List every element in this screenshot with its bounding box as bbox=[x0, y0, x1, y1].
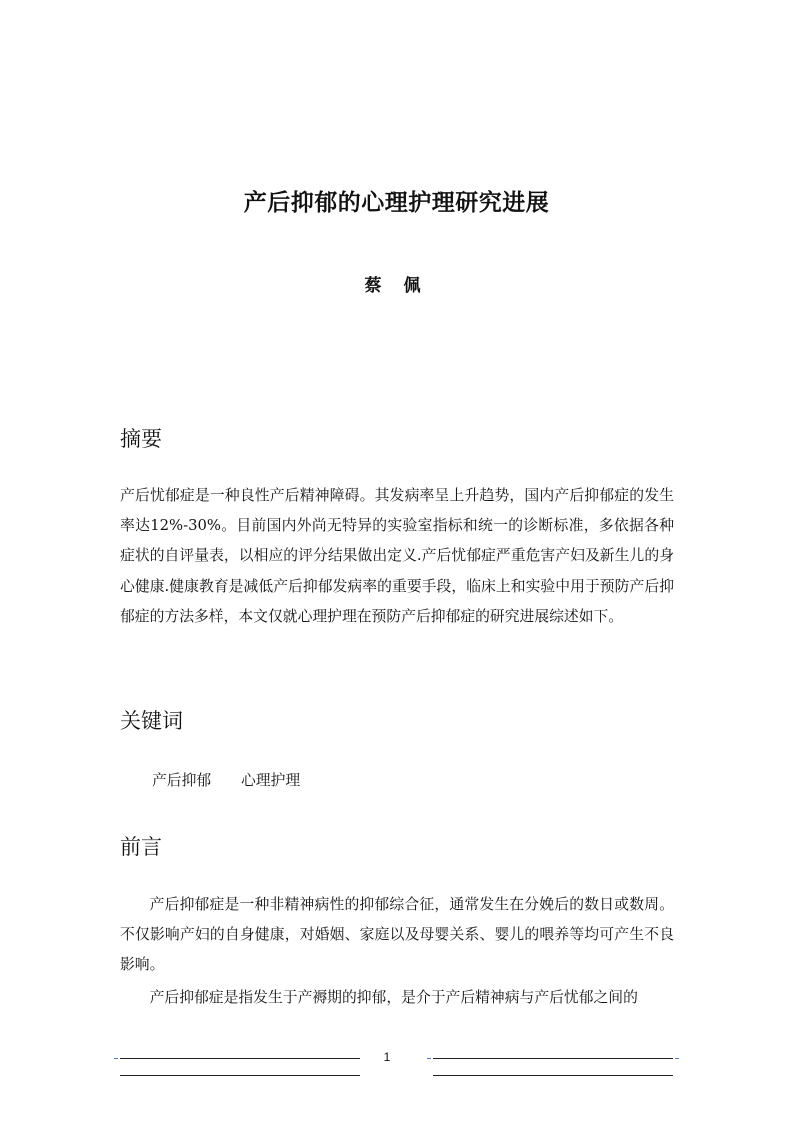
footer-rule-top-right bbox=[433, 1058, 673, 1059]
abstract-heading: 摘要 bbox=[120, 427, 162, 451]
footer-rule-bottom-right bbox=[433, 1075, 673, 1076]
footer-rule-bottom-left bbox=[120, 1075, 360, 1076]
abstract-text: 产后忧郁症是一种良性产后精神障碍。其发病率呈上升趋势，国内产后抑郁症的发生率达12%-30%。目前国内外尚无特异的实验室指标和统一的诊断标准，多依据各种症状的自评量表，以相应的评分结果做出定义.产后忧郁症严重危害产妇及新生儿的身心健康.健康教育是减低产后抑郁发病率的重要手段，临床上和实验中用于预防产后抑郁症的方法多样，本文仅就心理护理在预防产后抑郁症的研究进展综述如下。 bbox=[120, 487, 674, 625]
preface-paragraph: 产后抑郁症是一种非精神病性的抑郁综合征，通常发生在分娩后的数日或数周。不仅影响产妇的自身健康，对婚姻、家庭以及母婴关系、婴儿的喂养等均可产生不良影响。 bbox=[120, 896, 674, 974]
footer-accent bbox=[675, 1058, 679, 1059]
preface-paragraph: 产后抑郁症是指发生于产褥期的抑郁，是介于产后精神病与产后忧郁之间的 bbox=[149, 989, 638, 1006]
document-title: 产后抑郁的心理护理研究进展 bbox=[243, 190, 550, 216]
author-name: 蔡 佩 bbox=[364, 276, 429, 296]
footer-accent bbox=[427, 1058, 431, 1059]
footer-accent bbox=[114, 1058, 118, 1059]
footer-rule-top-left bbox=[120, 1058, 360, 1059]
page-number: 1 bbox=[383, 1050, 391, 1064]
preface-heading: 前言 bbox=[120, 835, 162, 859]
keywords-heading: 关键词 bbox=[120, 709, 183, 733]
keyword-item: 心理护理 bbox=[241, 772, 301, 789]
keyword-item: 产后抑郁 bbox=[152, 772, 212, 789]
